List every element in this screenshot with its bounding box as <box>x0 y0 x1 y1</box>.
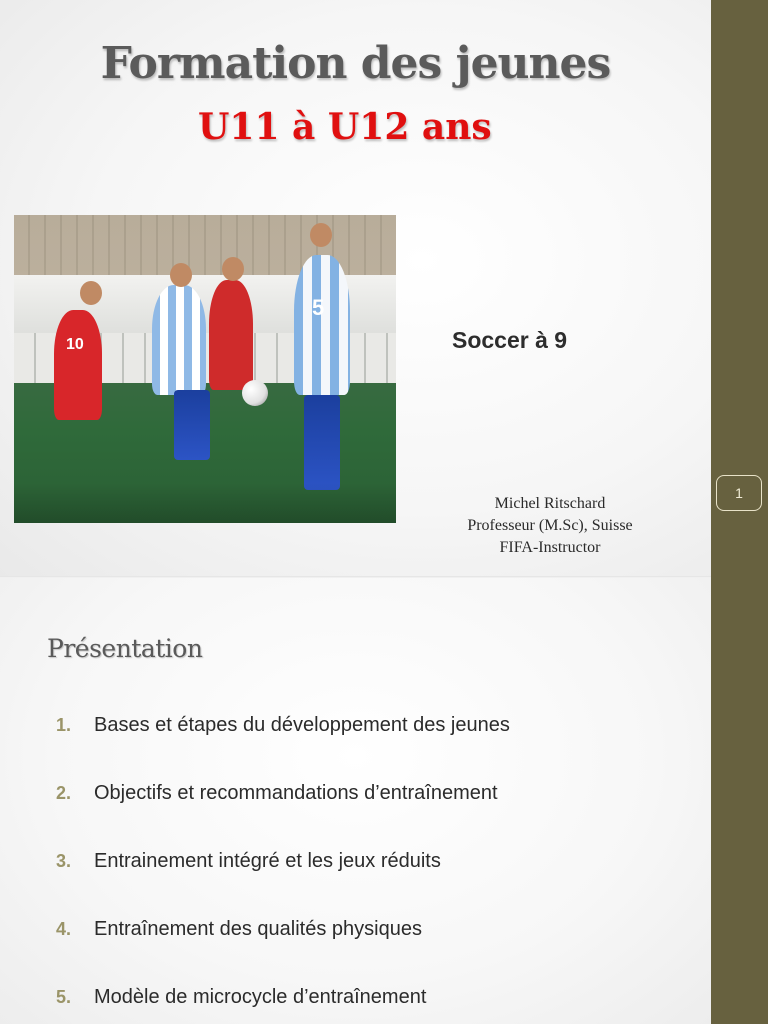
slide-subheading: Soccer à 9 <box>452 327 568 353</box>
player-blue-right <box>294 255 350 395</box>
slide-title: Formation des jeunes <box>100 38 611 89</box>
author-role: Professeur (M.Sc), Suisse <box>467 517 633 534</box>
agenda-heading: Présentation <box>47 634 203 663</box>
list-item-number: 3. <box>56 851 72 871</box>
soccer-ball <box>242 380 268 406</box>
list-item-text: Entraînement des qualités physiques <box>94 918 422 940</box>
soccer-photo <box>14 215 396 523</box>
author-name: Michel Ritschard <box>494 495 606 512</box>
player-head <box>80 281 102 305</box>
player-head <box>170 263 192 287</box>
page-number-badge: 1 <box>716 475 762 511</box>
author-title: FIFA-Instructor <box>499 539 601 556</box>
list-item <box>56 782 510 850</box>
jersey-number-red: 10 <box>66 336 84 353</box>
player-head <box>310 223 332 247</box>
list-item-number: 1. <box>56 715 72 735</box>
agenda-list <box>56 714 510 1024</box>
author-block <box>430 493 670 559</box>
player-legs <box>174 390 210 460</box>
slide-sidebar <box>711 0 768 1024</box>
list-item <box>56 918 510 986</box>
player-red-left <box>54 310 102 420</box>
list-item <box>56 986 510 1024</box>
list-item-number: 5. <box>56 987 72 1007</box>
list-item-number: 4. <box>56 919 72 939</box>
list-item-text: Objectifs et recommandations d’entraînement <box>94 782 498 804</box>
player-head <box>222 257 244 281</box>
agenda-slide <box>0 578 711 1024</box>
jersey-number-blue: 5 <box>312 295 325 320</box>
list-item-text: Modèle de microcycle d’entraînement <box>94 986 427 1008</box>
list-item-text: Bases et étapes du développement des jeunes <box>94 714 510 736</box>
list-item <box>56 714 510 782</box>
player-red-back <box>209 280 253 390</box>
photo-shade <box>14 483 396 523</box>
player-legs <box>304 395 340 490</box>
slide-subtitle: U11 à U12 ans <box>198 106 492 148</box>
list-item <box>56 850 510 918</box>
player-blue-kicking <box>152 285 206 395</box>
list-item-text: Entrainement intégré et les jeux réduits <box>94 850 441 872</box>
list-item-number: 2. <box>56 783 72 803</box>
